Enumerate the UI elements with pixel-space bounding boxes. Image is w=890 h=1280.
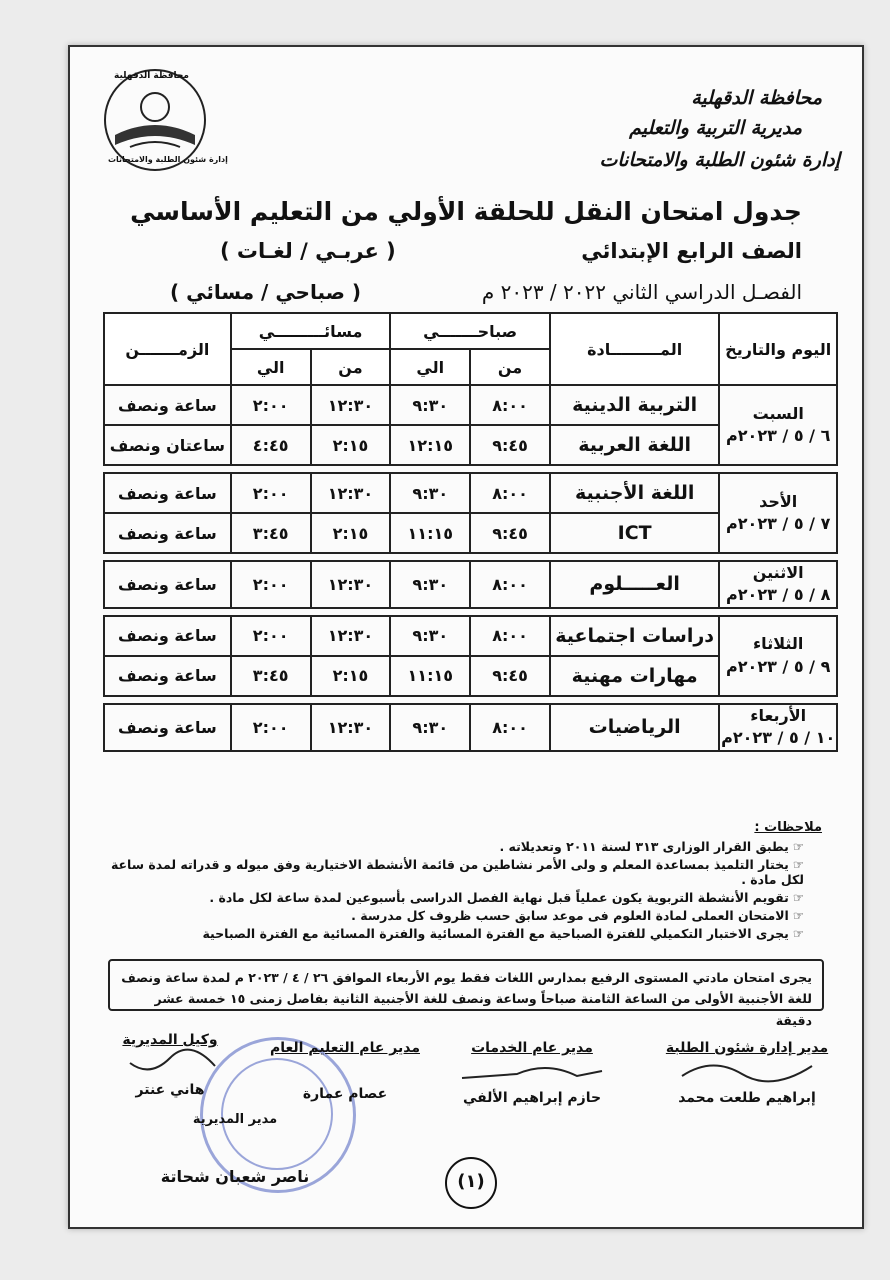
sig-title: مدير عام التعليم العام xyxy=(270,1040,420,1056)
day-separator xyxy=(104,465,837,473)
header-morning-from: من xyxy=(470,349,550,385)
day-date-cell xyxy=(719,385,837,465)
morning-to-cell: ١٢:١٥ xyxy=(390,425,470,465)
day-separator xyxy=(104,608,837,616)
sig-title: وكيل المديرية xyxy=(122,1032,218,1048)
subject-cell: ICT xyxy=(550,513,719,553)
evening-from-cell: ١٢:٣٠ xyxy=(311,616,391,656)
evening-from-cell: ٢:١٥ xyxy=(311,425,391,465)
subject-cell: التربية الدينية xyxy=(550,385,719,425)
note-item: ☞ يختار التلميذ بمساعدة المعلم و ولى الأمر نشاطين من قائمة الأنشطة الاختيارية وفق ميوله و قدراته لمدة ساعة لكل مادة . xyxy=(110,857,804,887)
morning-to-cell: ١١:١٥ xyxy=(390,656,470,696)
morning-to-cell: ٩:٣٠ xyxy=(390,704,470,751)
header-governorate: محافظة الدقهلية xyxy=(691,87,822,109)
morning-to-cell: ٩:٣٠ xyxy=(390,473,470,513)
handwritten-signature xyxy=(457,1056,607,1086)
evening-to-cell: ٤:٤٥ xyxy=(231,425,311,465)
day-separator xyxy=(104,696,837,704)
header-directorate: مديرية التربية والتعليم xyxy=(629,117,802,139)
day-date: ٧ / ٥ / ٢٠٢٣م xyxy=(726,514,831,533)
evening-from-cell: ١٢:٣٠ xyxy=(311,561,391,608)
day-date: ٩ / ٥ / ٢٠٢٣م xyxy=(726,656,831,676)
notes-list xyxy=(110,839,822,941)
evening-from-cell: ١٢:٣٠ xyxy=(311,385,391,425)
sig-name: عصام عمارة xyxy=(302,1086,388,1102)
day-date-cell xyxy=(719,704,837,751)
notice-line-2: للغة الأجنبية الأولى من الساعة الثامنة صباحاً وساعة ونصف للغة الأجنبية الثانية بفاصل زمنى ١٥ خمسة عشر دقيقة xyxy=(154,991,812,1028)
duration-cell: ساعة ونصف xyxy=(104,656,231,696)
morning-from-cell: ٨:٠٠ xyxy=(470,704,550,751)
notes-heading: ملاحظات : xyxy=(754,820,822,835)
sig-name: إبراهيم طلعت محمد xyxy=(678,1090,816,1106)
signature-students-affairs xyxy=(662,1040,832,1106)
logo-caption-bottom: إدارة شئون الطلبة والامتحانات xyxy=(108,155,228,164)
table-row xyxy=(104,561,837,608)
evening-from-cell: ١٢:٣٠ xyxy=(311,473,391,513)
note-item: ☞ تقويم الأنشطة التربوية يكون عملياً قبل نهاية الفصل الدراسى بأسبوعين لمدة ساعة لكل مادة . xyxy=(110,890,804,905)
day-name: الثلاثاء xyxy=(753,634,804,654)
duration-cell: ساعة ونصف xyxy=(104,561,231,608)
evening-from-cell: ٢:١٥ xyxy=(311,656,391,696)
morning-to-cell: ٩:٣٠ xyxy=(390,385,470,425)
day-date: ١٠ / ٥ / ٢٠٢٣م xyxy=(721,728,836,748)
notice-line-1: يجرى امتحان مادتي المستوى الرفيع بمدارس اللغات فقط يوم الأربعاء الموافق ٢٦ / ٤ / ٢٠٢٣ م لمدة ساعة ونصف xyxy=(121,970,812,985)
table-row xyxy=(104,616,837,656)
morning-from-cell: ٩:٤٥ xyxy=(470,425,550,465)
page-title: جدول امتحان النقل للحلقة الأولي من التعليم الأساسي xyxy=(130,197,802,226)
subject-cell: العـــــلوم xyxy=(550,561,719,608)
page-number: (١) xyxy=(445,1157,497,1209)
signature-deputy xyxy=(110,1032,230,1098)
header-department: إدارة شئون الطلبة والامتحانات xyxy=(599,149,840,171)
high-level-exam-notice xyxy=(108,959,824,1028)
sig-title: مدير إدارة شئون الطلبة xyxy=(665,1040,829,1056)
header-evening-from: من xyxy=(311,349,391,385)
header-duration: الزمـــــــن xyxy=(104,313,231,385)
day-name: الأربعاء xyxy=(750,705,807,725)
day-date: ٨ / ٥ / ٢٠٢٣م xyxy=(726,585,831,605)
duration-cell: ساعة ونصف xyxy=(104,385,231,425)
morning-from-cell: ٨:٠٠ xyxy=(470,385,550,425)
grade-label: الصف الرابع الإبتدائي xyxy=(581,239,802,263)
header-subject: المـــــــــادة xyxy=(550,313,719,385)
exam-schedule-table xyxy=(103,312,838,752)
day-separator xyxy=(104,553,837,561)
signature-general-education xyxy=(270,1040,420,1102)
table-row xyxy=(104,385,837,425)
day-date-cell xyxy=(719,561,837,608)
signature-services xyxy=(452,1040,612,1106)
evening-to-cell: ٢:٠٠ xyxy=(231,704,311,751)
day-date-cell xyxy=(719,616,837,696)
subject-cell: مهارات مهنية xyxy=(550,656,719,696)
handwritten-signature xyxy=(120,1048,220,1078)
evening-to-cell: ٢:٠٠ xyxy=(231,561,311,608)
morning-to-cell: ٩:٣٠ xyxy=(390,616,470,656)
evening-to-cell: ٣:٤٥ xyxy=(231,513,311,553)
day-name: السبت xyxy=(752,403,804,423)
evening-to-cell: ٣:٤٥ xyxy=(231,656,311,696)
director-title: مدير المديرية xyxy=(192,1112,278,1127)
evening-to-cell: ٢:٠٠ xyxy=(231,385,311,425)
table-row xyxy=(104,704,837,751)
subject-cell: الرياضيات xyxy=(550,704,719,751)
header-evening: مسائـــــــــي xyxy=(231,313,391,349)
table-header-row xyxy=(104,313,837,349)
morning-to-cell: ١١:١٥ xyxy=(390,513,470,553)
duration-cell: ساعتان ونصف xyxy=(104,425,231,465)
day-date: ٦ / ٥ / ٢٠٢٣م xyxy=(726,426,831,445)
header-evening-to: الي xyxy=(231,349,311,385)
document-sheet xyxy=(68,45,864,1229)
duration-cell: ساعة ونصف xyxy=(104,473,231,513)
director-name: ناصر شعبان شحاتة xyxy=(160,1167,310,1186)
day-name: الاثنين xyxy=(752,563,804,582)
evening-to-cell: ٢:٠٠ xyxy=(231,473,311,513)
shift-label: ( صباحي / مسائي ) xyxy=(170,280,362,304)
morning-from-cell: ٨:٠٠ xyxy=(470,473,550,513)
morning-from-cell: ٩:٤٥ xyxy=(470,513,550,553)
day-date-cell xyxy=(719,473,837,553)
note-item: ☞ الامتحان العملى لمادة العلوم فى موعد سابق حسب ظروف كل مدرسة . xyxy=(110,908,804,923)
evening-to-cell: ٢:٠٠ xyxy=(231,616,311,656)
subject-cell: دراسات اجتماعية xyxy=(550,616,719,656)
header-morning: صباحـــــــي xyxy=(390,313,550,349)
evening-from-cell: ٢:١٥ xyxy=(311,513,391,553)
notes-section xyxy=(110,820,822,944)
morning-from-cell: ٨:٠٠ xyxy=(470,616,550,656)
term-label: الفصـل الدراسي الثاني ٢٠٢٢ / ٢٠٢٣ م xyxy=(481,280,802,304)
table-row xyxy=(104,473,837,513)
header-day-date: اليوم والتاريخ xyxy=(719,313,837,385)
header-morning-to: الي xyxy=(390,349,470,385)
sig-title: مدير عام الخدمات xyxy=(471,1040,593,1056)
evening-from-cell: ١٢:٣٠ xyxy=(311,704,391,751)
subject-cell: اللغة الأجنبية xyxy=(550,473,719,513)
note-item: ☞ يطبق القرار الوزارى ٣١٣ لسنة ٢٠١١ وتعديلاته . xyxy=(110,839,804,854)
duration-cell: ساعة ونصف xyxy=(104,704,231,751)
note-item: ☞ يجرى الاختبار التكميلي للفترة الصباحية مع الفترة المسائية والفترة المسائية مع الفترة الصباحية xyxy=(110,926,804,941)
morning-from-cell: ٨:٠٠ xyxy=(470,561,550,608)
morning-from-cell: ٩:٤٥ xyxy=(470,656,550,696)
duration-cell: ساعة ونصف xyxy=(104,616,231,656)
morning-to-cell: ٩:٣٠ xyxy=(390,561,470,608)
logo-caption-top: محافظة الدقهلية xyxy=(114,71,189,81)
subject-cell: اللغة العربية xyxy=(550,425,719,465)
track-label: ( عربـي / لغـات ) xyxy=(220,239,396,263)
handwritten-signature xyxy=(672,1056,822,1086)
sig-name: هاني عنتر xyxy=(135,1082,205,1098)
sig-name: حازم إبراهيم الألفي xyxy=(462,1090,602,1106)
day-name: الأحد xyxy=(759,491,798,511)
duration-cell: ساعة ونصف xyxy=(104,513,231,553)
